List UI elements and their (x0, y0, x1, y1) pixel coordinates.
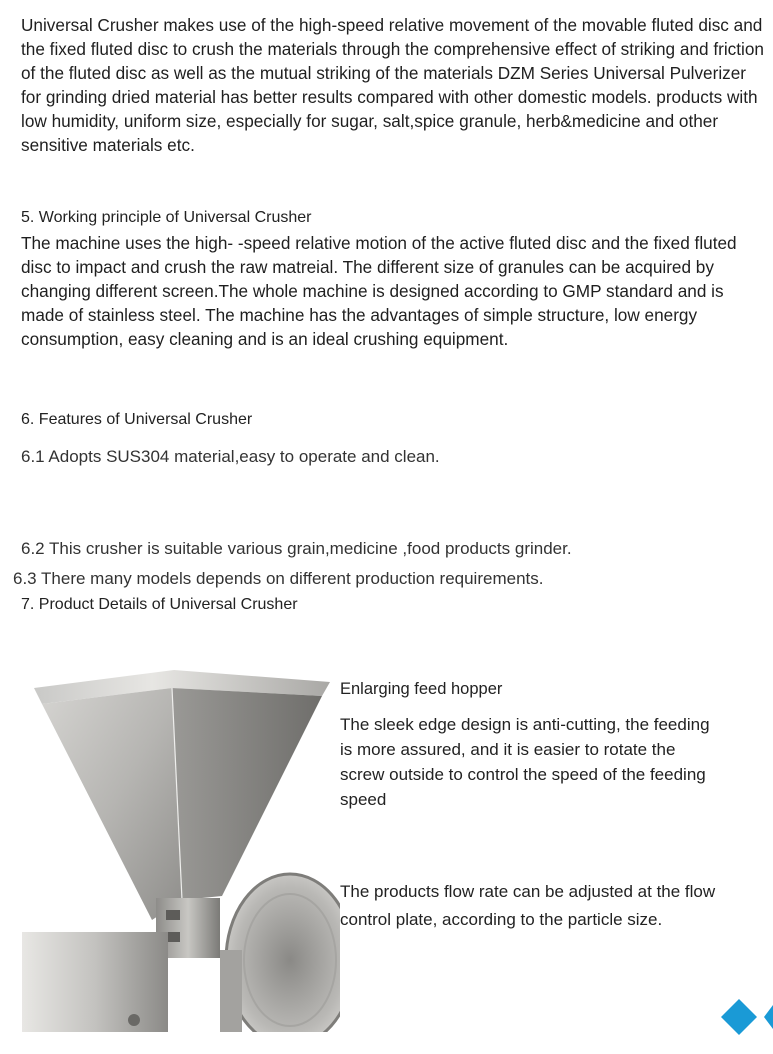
feature-item-6-3: 6.3 There many models depends on different production requirements. (13, 569, 544, 588)
diamond-nav-icon[interactable] (718, 995, 773, 1040)
intro-paragraph: Universal Crusher makes use of the high-speed relative movement of the movable fluted disc and the fixed fluted disc to crush the materials through the comprehensive effect of striking and friction of the fluted disc as well as the mutual striking of the materials DZM Series Universal Pulverizer for grinding dried material has better results compared with other domestic models. products with low humidity, uniform size, especially for sugar, salt,spice granule, herb&medicine and other sensitive materials etc. (21, 15, 764, 155)
section5-body: The machine uses the high- -speed relative motion of the active fluted disc and the fixed fluted disc to impact and crush the raw matreial. The different size of granules can be acquired by changing different screen.The whole machine is designed according to GMP standard and is made of stainless steel. The machine has the advantages of simple structure, low energy consumption, easy cleaning and is an ideal crushing equipment. (21, 233, 737, 349)
feature-item-6-1: 6.1 Adopts SUS304 material,easy to operate and clean. (21, 447, 440, 466)
section6-heading: 6. Features of Universal Crusher (21, 411, 253, 428)
detail-heading: Enlarging feed hopper (340, 680, 503, 698)
detail-text-hopper: The sleek edge design is anti-cutting, the feeding is more assured, and it is easier to rotate the screw outside to control the speed of the feeding speed (340, 715, 710, 809)
crusher-hopper-photo (22, 660, 340, 1032)
feature-item-6-2: 6.2 This crusher is suitable various grain,medicine ,food products grinder. (21, 539, 572, 558)
section5-heading: 5. Working principle of Universal Crusher (21, 209, 312, 226)
detail-text-flow: The products flow rate can be adjusted at the flow control plate, according to the particle size. (340, 882, 716, 929)
section7-heading: 7. Product Details of Universal Crusher (21, 596, 298, 613)
